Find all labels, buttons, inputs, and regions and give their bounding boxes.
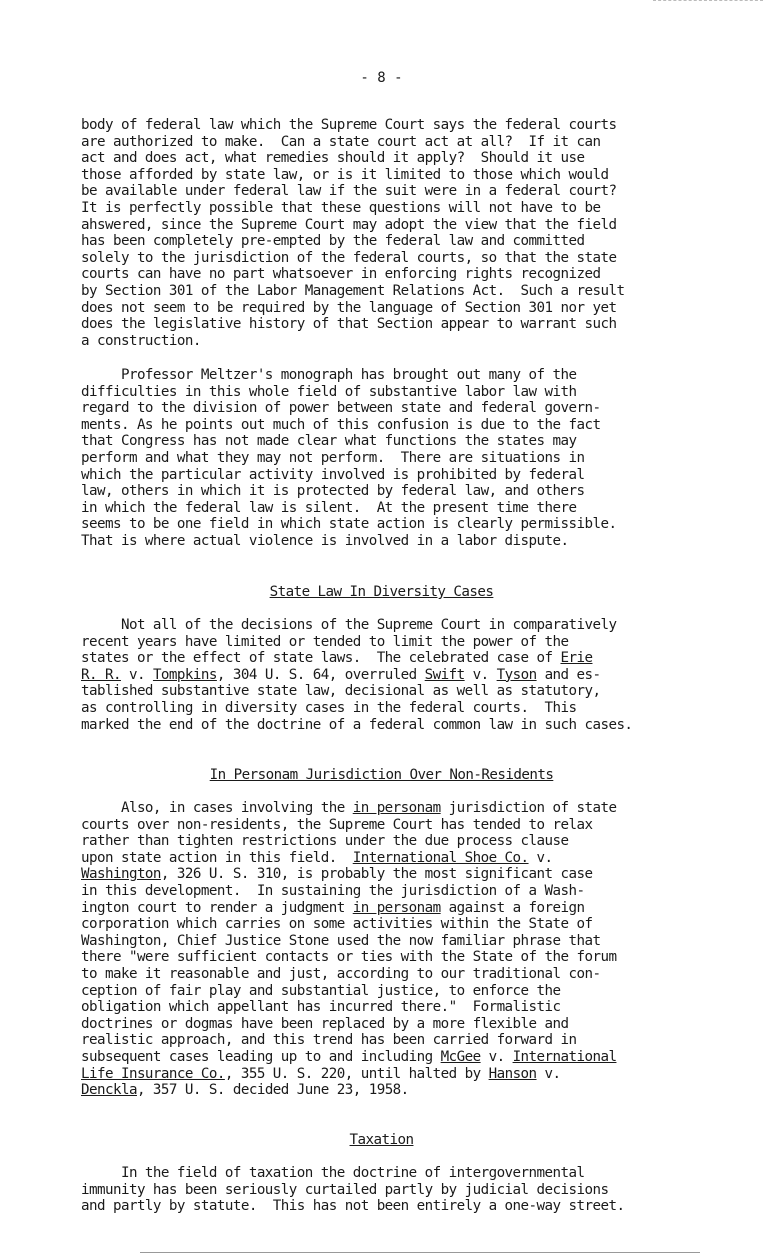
- text-run: Not all of the decisions of the Supreme Court in comparatively recent years have limited or tended to limit the power of the states or the effect of state laws. The celebrated case of: [81, 617, 617, 667]
- case-name-tompkins: Tompkins: [152, 666, 217, 683]
- paragraph-in-personam: [81, 800, 701, 1099]
- text-run: v.: [120, 666, 153, 683]
- case-name-swift: Swift: [424, 666, 465, 683]
- heading-state-law-diversity: [0, 584, 763, 600]
- case-name-rr: R. R.: [81, 666, 121, 683]
- paragraph-federal-law: body of federal law which the Supreme Court says the federal courts are authorized to make. Can a state court act at all? If it can act and does act, what remedies should it apply? Should it use those afforded by state law, or is it limited to those which would be available under federal law if the suit were in a federal court? It is perfectly possible that these questions will not have to be ahswered, since the Supreme Court may adopt the view that the field has been completely pre-empted by the federal law and committed solely to the jurisdiction of the federal courts, so that the state courts can have no part whatsoever in enforcing rights recognized by Section 301 of the Labor Management Relations Act. Such a result does not seem to be required by the language of Section 301 nor yet does the legislative history of that Section appear to warrant such a construction.: [81, 117, 625, 349]
- case-name-tyson: Tyson: [496, 666, 537, 683]
- heading-in-personam: [0, 767, 763, 783]
- case-name-erie: Erie: [560, 650, 593, 667]
- case-name-life-insurance: Life Insurance Co.: [81, 1065, 225, 1082]
- heading-text: In Personam Jurisdiction Over Non-Residents: [209, 767, 554, 783]
- term-in-personam: in personam: [352, 899, 441, 916]
- case-name-hanson: Hanson: [488, 1065, 537, 1082]
- text-run: , 304 U. S. 64, overruled: [216, 666, 425, 683]
- paragraph-taxation: In the field of taxation the doctrine of intergovernmental immunity has been seriously curtailed partly by judicial decisions and partly by statute. This has not been entirely a one-way street.: [81, 1165, 625, 1215]
- paragraph-meltzer: Professor Meltzer's monograph has brought out many of the difficulties in this whole field of substantive labor law with regard to the division of power between state and federal govern- ments. As he points out much of this confusion is due to the fact that Congress has not made clear what functions the states may perform and what they may not perform. There are situations in which the particular activity involved is prohibited by federal law, others in which it is protected by federal law, and others in which the federal law is silent. At the present time there seems to be one field in which state action is clearly permissible. That is where actual violence is involved in a labor dispute.: [81, 367, 617, 549]
- heading-text: Taxation: [349, 1132, 414, 1148]
- text-run: and es- tablished substantive state law, decisional as well as statutory, as controlling in diversity cases in the federal courts. This marked the end of the doctrine of a federal common law in such cases.: [81, 666, 633, 733]
- text-run: v.: [464, 666, 497, 683]
- case-name-mcgee: McGee: [440, 1048, 481, 1065]
- scan-bottom-rule: [140, 1252, 700, 1254]
- text-run: against a foreign corporation which carries on some activities within the State of Washington, Chief Justice Stone used the now familiar phrase that there "were sufficient contacts or ties with the State of the forum to make it reasonable and just, according to our traditional con- ception of fair play and substantial justice, to enforce the obligation which appellant has incurred there." Formalistic doctrines or dogmas have been replaced by a more flexible and realistic approach, and this trend has been carried forward in subsequent cases leading up to and including: [81, 899, 617, 1065]
- page-number: - 8 -: [360, 70, 403, 86]
- heading-text: State Law In Diversity Cases: [269, 584, 494, 600]
- text-run: jurisdiction of state courts over non-residents, the Supreme Court has tended to relax rather than tighten restrictions under the due process clause upon state action in this field.: [81, 800, 617, 866]
- text-run: , 355 U. S. 220, until halted by: [224, 1065, 489, 1082]
- case-name-denckla: Denckla: [81, 1082, 137, 1099]
- case-name-international-shoe: International Shoe Co.: [352, 849, 529, 866]
- heading-taxation: [0, 1132, 763, 1148]
- text-run: v.: [480, 1048, 513, 1065]
- term-in-personam: in personam: [352, 800, 441, 816]
- text-run: , 326 U. S. 310, is probably the most significant case in this development. In sustaining the jurisdiction of a Wash- ington court to render a judgment: [81, 866, 593, 916]
- paragraph-diversity: [81, 617, 701, 733]
- case-name-washington: Washington: [81, 866, 161, 883]
- text-run: Also, in cases involving the: [81, 800, 353, 816]
- text-run: , 357 U. S. decided June 23, 1958.: [136, 1082, 409, 1099]
- text-run: v.: [544, 1065, 561, 1082]
- scan-edge-mark: [653, 0, 763, 4]
- text-run: v.: [536, 849, 553, 866]
- case-name-international: International: [512, 1048, 617, 1065]
